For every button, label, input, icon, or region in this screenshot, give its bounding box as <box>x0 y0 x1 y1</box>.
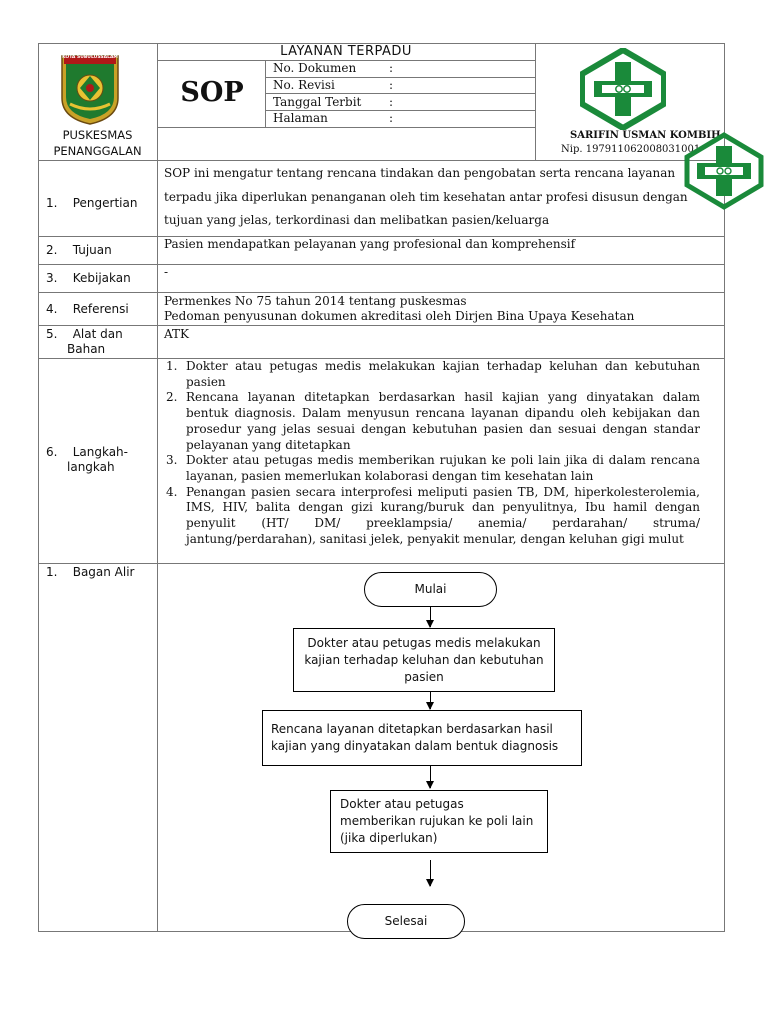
doc-field-sep: : <box>389 78 394 92</box>
section-text-referensi-1: Permenkes No 75 tahun 2014 tentang puskesmas <box>164 294 467 308</box>
flow-end <box>347 904 465 939</box>
flow-start <box>364 572 497 607</box>
city-emblem-logo <box>58 52 122 126</box>
section-label-alat-1: 5. Alat dan <box>46 327 123 341</box>
sop-label: SOP <box>180 77 244 108</box>
flow-box-3 <box>330 790 548 853</box>
flow-arrow <box>430 692 431 709</box>
section-text-referensi-2: Pedoman penyusunan dokumen akreditasi oleh Dirjen Bina Upaya Kesehatan <box>164 309 635 323</box>
flow-end-label: Selesai <box>384 914 428 928</box>
section-label-pengertian: 1. Pengertian <box>46 196 138 210</box>
step-item <box>158 453 700 484</box>
document-title: LAYANAN TERPADU <box>280 44 412 59</box>
flow-box-2 <box>262 710 582 766</box>
section-text-kebijakan: - <box>164 265 169 279</box>
flow-arrow <box>430 860 431 886</box>
step-number: 2. <box>166 390 178 405</box>
step-text: Rencana layanan ditetapkan berdasarkan hasil kajian yang dinyatakan dalam bentuk diagnosis. Dalam menyusun rencana layanan dipandu oleh kebijakan dan prosedur yang jelas sesuai dengan kebutuhan pasien dan sesuai dengan standar pelayanan yang ditetapkan <box>186 390 700 452</box>
flow-box-1-line: Dokter atau petugas medis melakukan <box>307 635 541 650</box>
flow-box-1-line: pasien <box>404 669 444 684</box>
flow-start-label: Mulai <box>414 582 447 596</box>
section-label-langkah-2: langkah <box>67 460 115 474</box>
section-label-bagan: 1. Bagan Alir <box>46 565 135 579</box>
puskesmas-logo <box>580 48 666 130</box>
section-label-referensi: 4. Referensi <box>46 302 129 316</box>
doc-field-sep: : <box>389 61 394 75</box>
doc-field-label: No. Revisi <box>273 78 335 92</box>
flow-box-2-line: Rencana layanan ditetapkan berdasarkan hasil <box>271 722 553 736</box>
doc-field-label: No. Dokumen <box>273 61 357 75</box>
puskesmas-name-line1: PUSKESMAS <box>62 128 133 142</box>
section-text-alat: ATK <box>164 327 189 341</box>
step-item <box>158 390 700 453</box>
signer-name: SARIFIN USMAN KOMBIH <box>570 130 721 141</box>
step-number: 4. <box>166 484 178 499</box>
step-text: Penangan pasien secara interprofesi meliputi pasien TB, DM, hiperkolesterolemia, IMS, HIV, balita dengan gizi kurang/buruk dan penyulitnya, Ibu hamil dengan penyulit (HT/ DM/ preeklampsia/ anemia/ perdarahan/ struma/ jantung/perdarahan), sanitasi jelek, penyakit menular, dengan keluhan gigi mulut <box>186 484 700 546</box>
flow-box-3-line: memberikan rujukan ke poli lain <box>340 814 534 828</box>
doc-field-label: Halaman <box>273 111 328 125</box>
flow-box-3-line: (jika diperlukan) <box>340 831 438 845</box>
doc-field-sep: : <box>389 95 394 109</box>
step-number: 1. <box>166 359 178 373</box>
flow-arrow <box>430 607 431 627</box>
flow-arrow <box>430 766 431 788</box>
section-label-tujuan: 2. Tujuan <box>46 243 112 257</box>
section-label-alat-2: Bahan <box>67 342 106 356</box>
doc-field-label: Tanggal Terbit <box>273 95 362 109</box>
flow-box-1 <box>293 628 555 692</box>
flow-box-2-line: kajian yang dinyatakan dalam bentuk diagnosis <box>271 739 559 753</box>
step-item <box>158 359 700 390</box>
flow-box-3-line: Dokter atau petugas <box>340 797 464 811</box>
emblem-caption: KOTA SUBULUSSALAM <box>62 55 118 60</box>
step-number: 3. <box>166 453 178 468</box>
section-label-langkah-1: 6. Langkah- <box>46 445 128 459</box>
section-label-kebijakan: 3. Kebijakan <box>46 271 131 285</box>
step-text: Dokter atau petugas medis melakukan kajian terhadap keluhan dan kebutuhan pasien <box>186 359 700 389</box>
section-text-tujuan: Pasien mendapatkan pelayanan yang profesional dan komprehensif <box>164 237 576 251</box>
steps-list <box>158 359 700 547</box>
step-text: Dokter atau petugas medis memberikan rujukan ke poli lain jika di dalam rencana layanan, pasien memerlukan kolaborasi dengan tim kesehatan lain <box>186 453 700 483</box>
section-text-pengertian: SOP ini mengatur tentang rencana tindakan dan pengobatan serta rencana layanan terpadu jika diperlukan penanganan oleh tim kesehatan antar profesi disusun dengan tujuan yang jelas, terkordinasi dan melibatkan pasien/keluarga <box>164 166 688 227</box>
flow-box-1-line: kajian terhadap keluhan dan kebutuhan <box>304 652 544 667</box>
doc-field-sep: : <box>389 111 394 125</box>
step-item <box>158 485 700 548</box>
puskesmas-name-line2: PENANGGALAN <box>53 144 142 158</box>
signer-nip: Nip. 197911062008031001 <box>561 144 701 155</box>
